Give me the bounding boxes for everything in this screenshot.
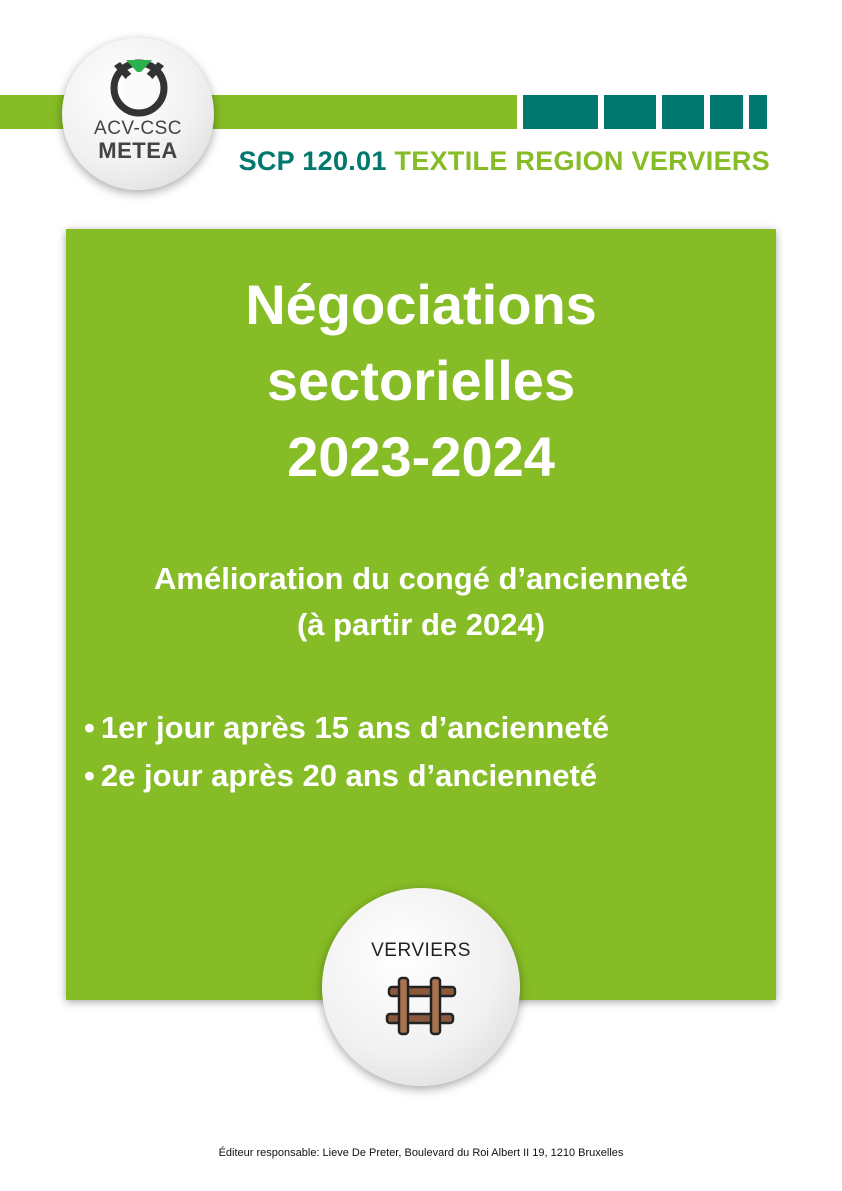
list-item: [84, 752, 609, 800]
teal-block: [749, 95, 767, 129]
bullet-text: 2e jour après 20 ans d’ancienneté: [100, 758, 598, 793]
header-title: [239, 146, 770, 177]
committee-code: SCP 120.01: [238, 146, 387, 176]
acv-csc-metea-logo: [62, 38, 214, 190]
teal-block: [710, 95, 743, 129]
bullet-symbol: •: [84, 710, 95, 745]
hashtag-wood-icon: [383, 976, 459, 1036]
bullet-text: 1er jour après 15 ans d’ancienneté: [100, 710, 610, 745]
title-line: 2023-2024: [287, 425, 555, 488]
verviers-badge: [322, 888, 520, 1086]
subtitle-line: Amélioration du congé d’ancienneté: [154, 561, 688, 596]
page-title: [66, 267, 776, 495]
metea-logo-icon: [106, 52, 172, 118]
content-panel: [66, 229, 776, 1000]
badge-label: VERVIERS: [371, 940, 471, 961]
teal-block: [604, 95, 656, 129]
teal-block: [523, 95, 598, 129]
title-line: Négociations: [245, 273, 597, 336]
publisher-footer: Éditeur responsable: Lieve De Preter, Boulevard du Roi Albert II 19, 1210 Bruxelles: [218, 1147, 624, 1159]
logo-text-metea: METEA: [98, 138, 178, 163]
subtitle: [66, 556, 776, 648]
list-item: [84, 704, 609, 752]
logo-text-acv-csc: ACV-CSC: [94, 118, 182, 139]
sector-name: TEXTILE REGION VERVIERS: [394, 146, 770, 176]
teal-block: [662, 95, 704, 129]
subtitle-line: (à partir de 2024): [296, 607, 546, 642]
bullet-list: [84, 704, 609, 800]
bullet-symbol: •: [84, 758, 95, 793]
title-line: sectorielles: [266, 349, 576, 412]
